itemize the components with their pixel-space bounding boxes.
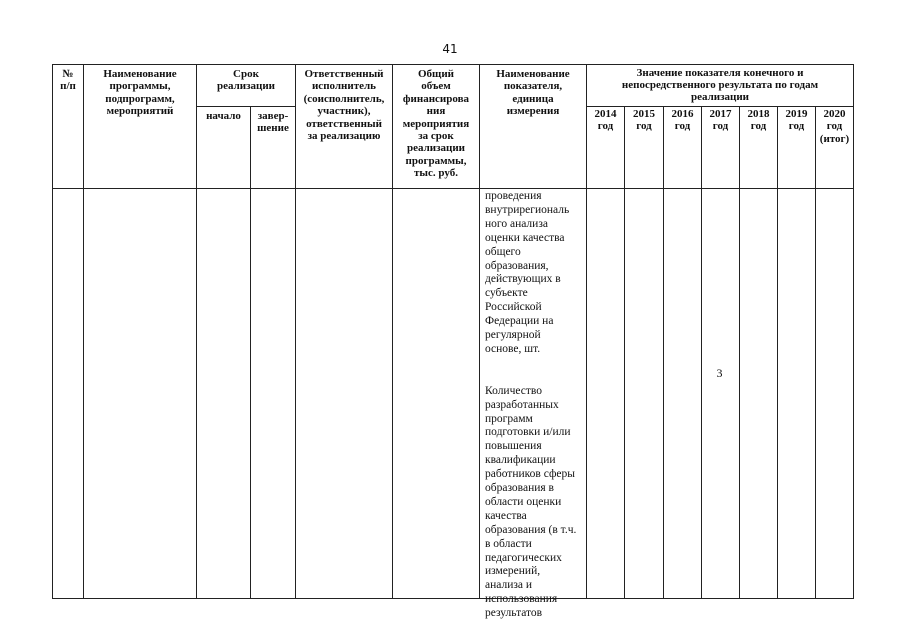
header-program: Наименование программы, подпрограмм, мероприятий	[103, 68, 177, 118]
header-year-2014: 2014 год	[594, 108, 617, 133]
header-funding: Общий объем финансирова ния мероприятия за срок реализации программы, тыс. руб.	[402, 68, 470, 180]
col-line-14	[853, 64, 854, 599]
col-line-11	[739, 106, 740, 599]
header-executor: Ответственный исполнитель (соисполнитель, участник), ответственный за реализацию	[303, 68, 385, 143]
header-term: Срок реализации	[216, 68, 276, 93]
col-line-13	[815, 106, 816, 599]
col-line-3	[250, 106, 251, 599]
header-year-2015: 2015 год	[633, 108, 655, 133]
header-term-start: начало	[206, 110, 241, 122]
header-year-2016: 2016 год	[671, 108, 694, 133]
header-indicator: Наименование показателя, единица измерения	[496, 68, 570, 118]
table-border-top	[52, 64, 854, 65]
col-line-6	[479, 64, 480, 599]
col-line-2	[196, 64, 197, 599]
col-line-1	[83, 64, 84, 599]
col-line-0	[52, 64, 53, 599]
col-line-4	[295, 64, 296, 599]
header-num: № п/п	[60, 68, 76, 93]
col-line-12	[777, 106, 778, 599]
header-year-2019: 2019 год	[785, 108, 808, 133]
value-2017: 3	[716, 366, 723, 380]
header-year-2017: 2017 год	[709, 108, 732, 133]
header-sub-line-term	[196, 106, 295, 107]
header-year-2020: 2020 год (итог)	[819, 108, 850, 145]
page-number: 41	[442, 42, 458, 56]
col-line-8	[624, 106, 625, 599]
col-line-9	[663, 106, 664, 599]
header-bottom-line	[52, 188, 854, 189]
header-values-title: Значение показателя конечного и непосредственного результата по годам реализации	[621, 67, 819, 103]
header-year-2018: 2018 год	[747, 108, 770, 133]
header-term-end: завер- шение	[257, 110, 289, 135]
col-line-10	[701, 106, 702, 599]
table-border-bottom	[52, 598, 854, 599]
header-sub-line-years	[586, 106, 854, 107]
indicator-text: проведения внутрирегиональ ного анализа оценки качества общего образования, действующих в субъекте Российской Федерации на регулярной основе, шт. Количество разработанных программ подготовки и/или повышения квалификации работников сферы образования в области оценки качества образования (в т.ч. в области педагогических измерений, анализа и использования результатов	[485, 190, 577, 620]
